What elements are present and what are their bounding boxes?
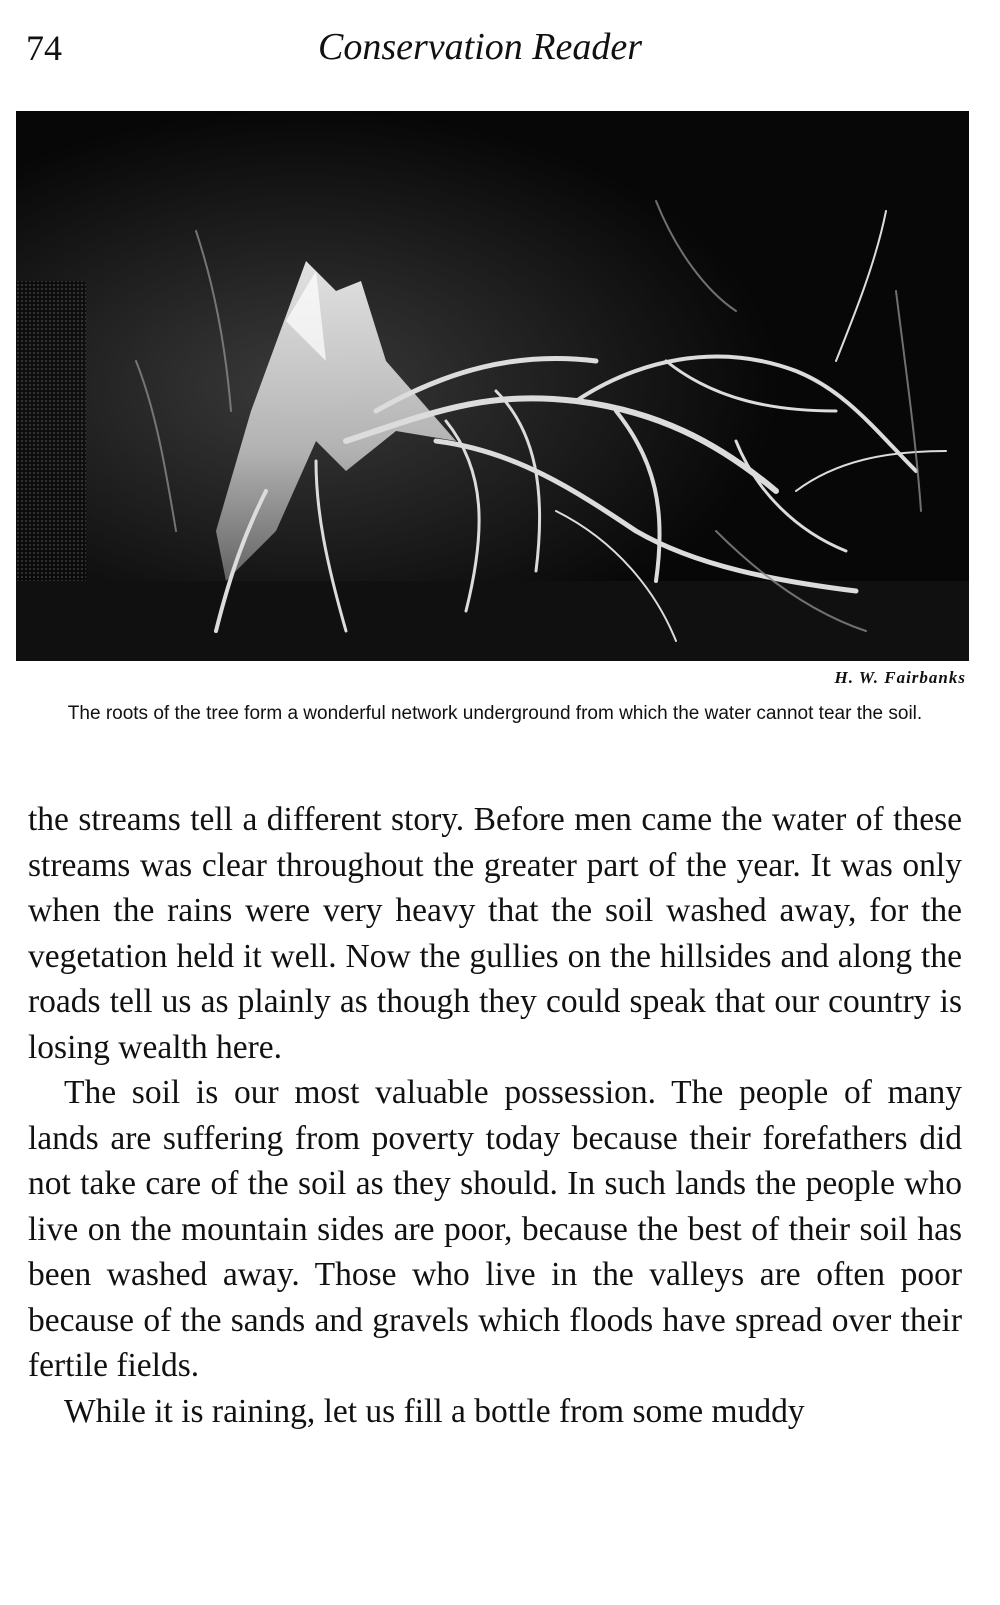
page-number: 74 [26, 28, 62, 68]
tree-roots-photo [16, 111, 969, 661]
figure-caption: The roots of the tree form a wonderful network underground from which the water cannot tear the soil. [67, 703, 923, 724]
paragraph-3: While it is raining, let us fill a bottle from some muddy [64, 1392, 805, 1430]
paragraph-2: The soil is our most valuable possession. The people of many lands are suffering from poverty today because their forefathers did not take care of the soil as they should. In such lands the people who live on the mountain sides are poor, because the best of their soil has been washed away. Those who live in the valleys are often poor because of the sands and gravels which floods have spread over their fertile fields. [28, 1074, 962, 1384]
tree-roots-illustration [16, 111, 969, 661]
body-text [28, 797, 962, 1434]
running-title: Conservation Reader [317, 26, 642, 68]
photo-credit: H. W. Fairbanks [834, 668, 966, 687]
paragraph-1: the streams tell a different story. Before men came the water of these streams was clear throughout the greater part of the year. It was only when the rains were very heavy that the soil washed away, for the vegetation held it well. Now the gullies on the hillsides and along the roads tell us as plainly as though they could speak that our country is losing wealth here. [28, 801, 962, 1066]
